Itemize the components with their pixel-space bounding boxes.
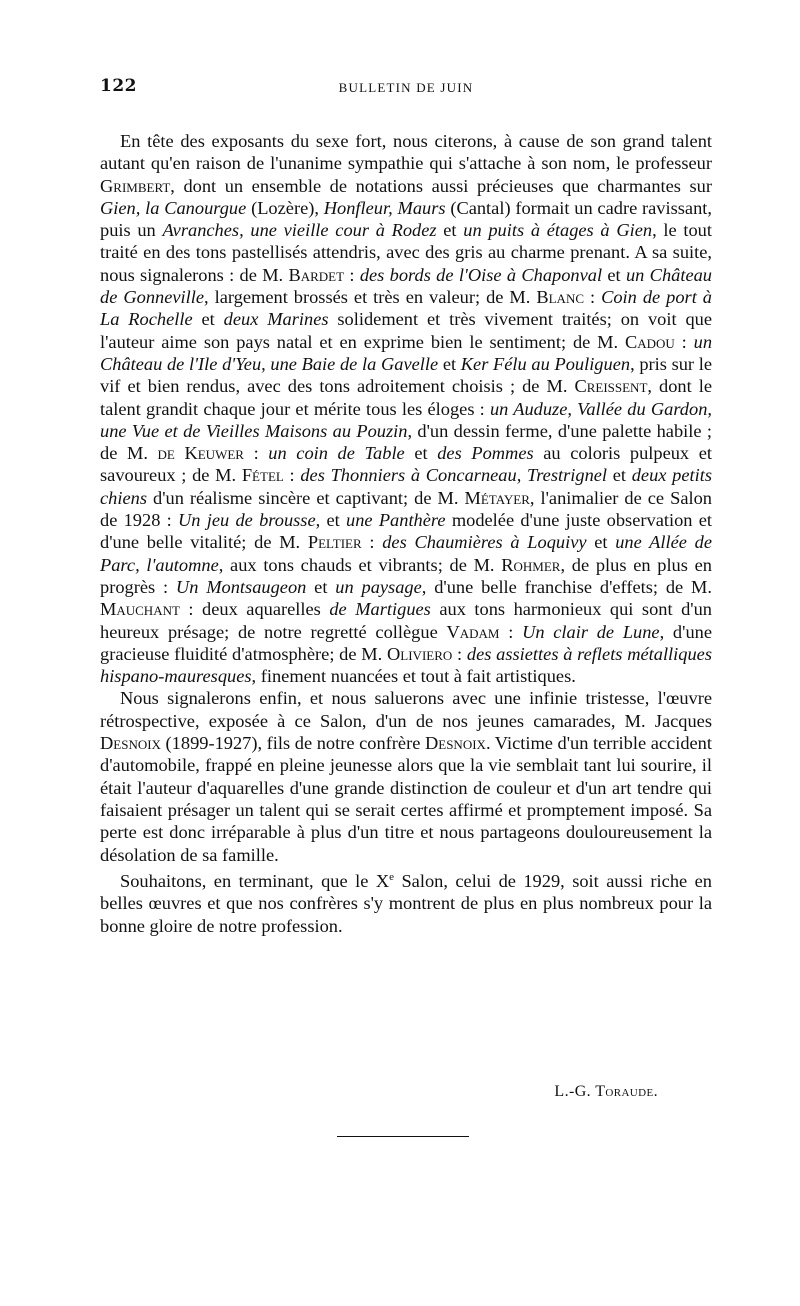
- artwork-title: Avranches, une vieille cour à Rodez: [162, 220, 437, 241]
- artwork-title: Coin de port à La Rochelle: [100, 287, 712, 330]
- artist-name: Creissent: [574, 376, 648, 397]
- text-run: , d'une gracieuse fluidité d'atmosphère; de M.: [100, 621, 712, 664]
- artwork-title: un Château de l'Ile d'Yeu, une Baie de la Gavelle: [100, 331, 713, 374]
- artwork-title: une Panthère: [346, 510, 446, 531]
- article-body: [100, 130, 712, 937]
- artist-name: Fétel: [241, 465, 284, 486]
- text-run: , d'un dessin ferme, d'une palette habile ; de M.: [100, 420, 712, 464]
- artwork-title: deux Marines: [223, 309, 329, 330]
- artist-name: Mauchant: [100, 599, 180, 620]
- artwork-title: des bords de l'Oise à Chaponval: [359, 264, 603, 285]
- text-run: : deux aquarelles: [179, 599, 330, 620]
- page-number: 122: [100, 76, 137, 96]
- artist-name: Bardet: [288, 264, 345, 285]
- running-head: BULLETIN DE JUIN: [338, 80, 474, 95]
- artwork-title: un Auduze, Vallée du Gardon, une Vue et de Vieilles Maisons au Pouzin: [100, 398, 712, 441]
- text-run: :: [283, 465, 301, 486]
- artist-name: Cadou: [624, 331, 675, 352]
- artist-name: Vadam: [446, 621, 500, 642]
- text-run: :: [674, 331, 694, 352]
- text-run: et: [306, 576, 336, 597]
- artwork-title: de Martigues: [329, 599, 431, 620]
- text-run: , finement nuancées et tout à fait artistiques.: [251, 666, 576, 687]
- artist-name: Peltier: [307, 532, 362, 553]
- artwork-title: des Pommes: [437, 443, 534, 464]
- text-run: aux tons harmonieux qui sont d'un heureux présage; de notre regretté collègue: [100, 599, 712, 642]
- text-run: Nous signalerons enfin, et nous saluerons avec une infinie tristesse, l'œuvre rétrospective, exposée à ce Salon, d'un de nos jeunes camarades, M. Jacques: [100, 688, 712, 731]
- text-run: et: [404, 443, 438, 464]
- text-run: et: [586, 532, 616, 553]
- artwork-title: Ker Félu au Pouliguen: [460, 353, 631, 374]
- text-run: (1899-1927), fils de notre confrère: [160, 733, 425, 754]
- artwork-title: Un jeu de brousse: [178, 510, 316, 531]
- page-header: [100, 72, 712, 102]
- author-signature: L.-G. Toraude.: [554, 1083, 658, 1100]
- text-run: En tête des exposants du sexe fort, nous citerons, à cause de son grand talent autant qu'en raison de l'unanime sympathie qui s'attache à son nom, le professeur: [100, 131, 712, 174]
- text-run: et: [436, 220, 464, 241]
- artist-name: Desnoix: [100, 733, 161, 754]
- text-run: , dont un ensemble de notations aussi précieuses que charmantes sur: [170, 175, 712, 196]
- text-run: :: [361, 532, 383, 553]
- artist-name: Oliviero: [387, 643, 453, 664]
- artwork-title: Un Montsaugeon: [175, 576, 307, 597]
- artwork-title: Honfleur, Maurs: [323, 197, 446, 218]
- text-run: :: [499, 621, 523, 642]
- artist-name: Rohmer: [501, 554, 561, 575]
- paragraph-exhibitors: [100, 130, 712, 687]
- text-run: Salon, celui de 1929, soit aussi riche en belles œuvres et que nos confrères s'y montrent de plus en plus nombreux pour la bonne gloire de notre profession.: [100, 870, 712, 936]
- artwork-title: un coin de Table: [268, 443, 405, 464]
- text-run: Souhaitons, en terminant, que le X: [120, 870, 390, 891]
- artwork-title: Gien, la Canourgue: [100, 197, 247, 218]
- text-run: et: [192, 309, 224, 330]
- artwork-title: une Allée de Parc, l'automne: [100, 532, 713, 575]
- text-run: modelée d'une juste observation et d'une belle vitalité; de M.: [100, 510, 712, 553]
- artwork-title: deux petits chiens: [100, 465, 712, 508]
- artwork-title: des Thonniers à Concarneau, Trestrignel: [300, 465, 608, 486]
- artist-name: Blanc: [536, 287, 584, 308]
- text-run: :: [452, 643, 467, 664]
- text-run: et: [607, 465, 632, 486]
- text-run: , le tout traité en des tons pastellisés attendris, avec des gris au charme prenant. A sa suite, nous signalerons : de M.: [100, 220, 712, 285]
- artwork-title: un puits à étages à Gien: [463, 220, 653, 241]
- text-run: . Victime d'un terrible accident d'automobile, frappé en pleine jeunesse alors que la vie semblait tant lui sourire, il était l'auteur d'aquarelles d'une grande distinction de couleur et d'un art tendre qui faisaient présager un talent qui se serait certes affirmé et promptement imposé. Sa perte est donc irréparable à plus d'un titre et nous partageons douloureusement la désolation de sa famille.: [100, 733, 712, 865]
- text-run: , d'une belle franchise d'effets; de M.: [421, 576, 712, 597]
- text-run: , de plus en plus en progrès :: [100, 554, 712, 597]
- text-run: , l'animalier de ce Salon de 1928 :: [100, 487, 712, 531]
- artist-name: Desnoix: [424, 733, 486, 754]
- artwork-title: Un clair de Lune: [522, 621, 660, 642]
- text-run: et: [602, 264, 626, 285]
- artwork-title: des assiettes à reflets métalliques hispano-mauresques: [100, 643, 712, 687]
- artwork-title: un paysage: [335, 576, 422, 597]
- text-run: :: [344, 264, 360, 285]
- artwork-title: un Château de Gonneville: [100, 264, 713, 308]
- artist-name: Métayer: [464, 487, 530, 508]
- paragraph-closing: [100, 866, 712, 937]
- paragraph-tribute: [100, 687, 712, 865]
- text-run: :: [243, 443, 269, 464]
- text-run: (Cantal) formait un cadre ravissant, puis un: [100, 197, 712, 241]
- text-run: , pris sur le vif et bien rendus, avec des tons adroitement choisis ; de M.: [100, 353, 712, 397]
- text-run: (Lozère),: [246, 197, 324, 218]
- artist-name: Grimbert: [100, 175, 171, 196]
- section-divider: [337, 1136, 469, 1137]
- text-run: et: [438, 353, 461, 374]
- superscript: e: [389, 870, 394, 883]
- text-run: solidement et très vivement traités; on voit que l'auteur aime son pays natal et en exprime bien le sentiment; de M.: [100, 309, 713, 352]
- text-run: , largement brossés et très en valeur; de M.: [204, 287, 537, 308]
- text-run: :: [584, 287, 602, 308]
- text-run: d'un réalisme sincère et captivant; de M.: [146, 487, 465, 508]
- text-run: , dont le talent grandit chaque jour et mérite tous les éloges :: [100, 376, 712, 419]
- text-run: , aux tons chauds et vibrants; de M.: [218, 554, 502, 575]
- artwork-title: des Chaumières à Loquivy: [382, 532, 587, 553]
- artist-name: de Keuwer: [157, 443, 244, 464]
- text-run: , et: [315, 510, 347, 531]
- text-run: au coloris pulpeux et savoureux ; de M.: [100, 443, 713, 486]
